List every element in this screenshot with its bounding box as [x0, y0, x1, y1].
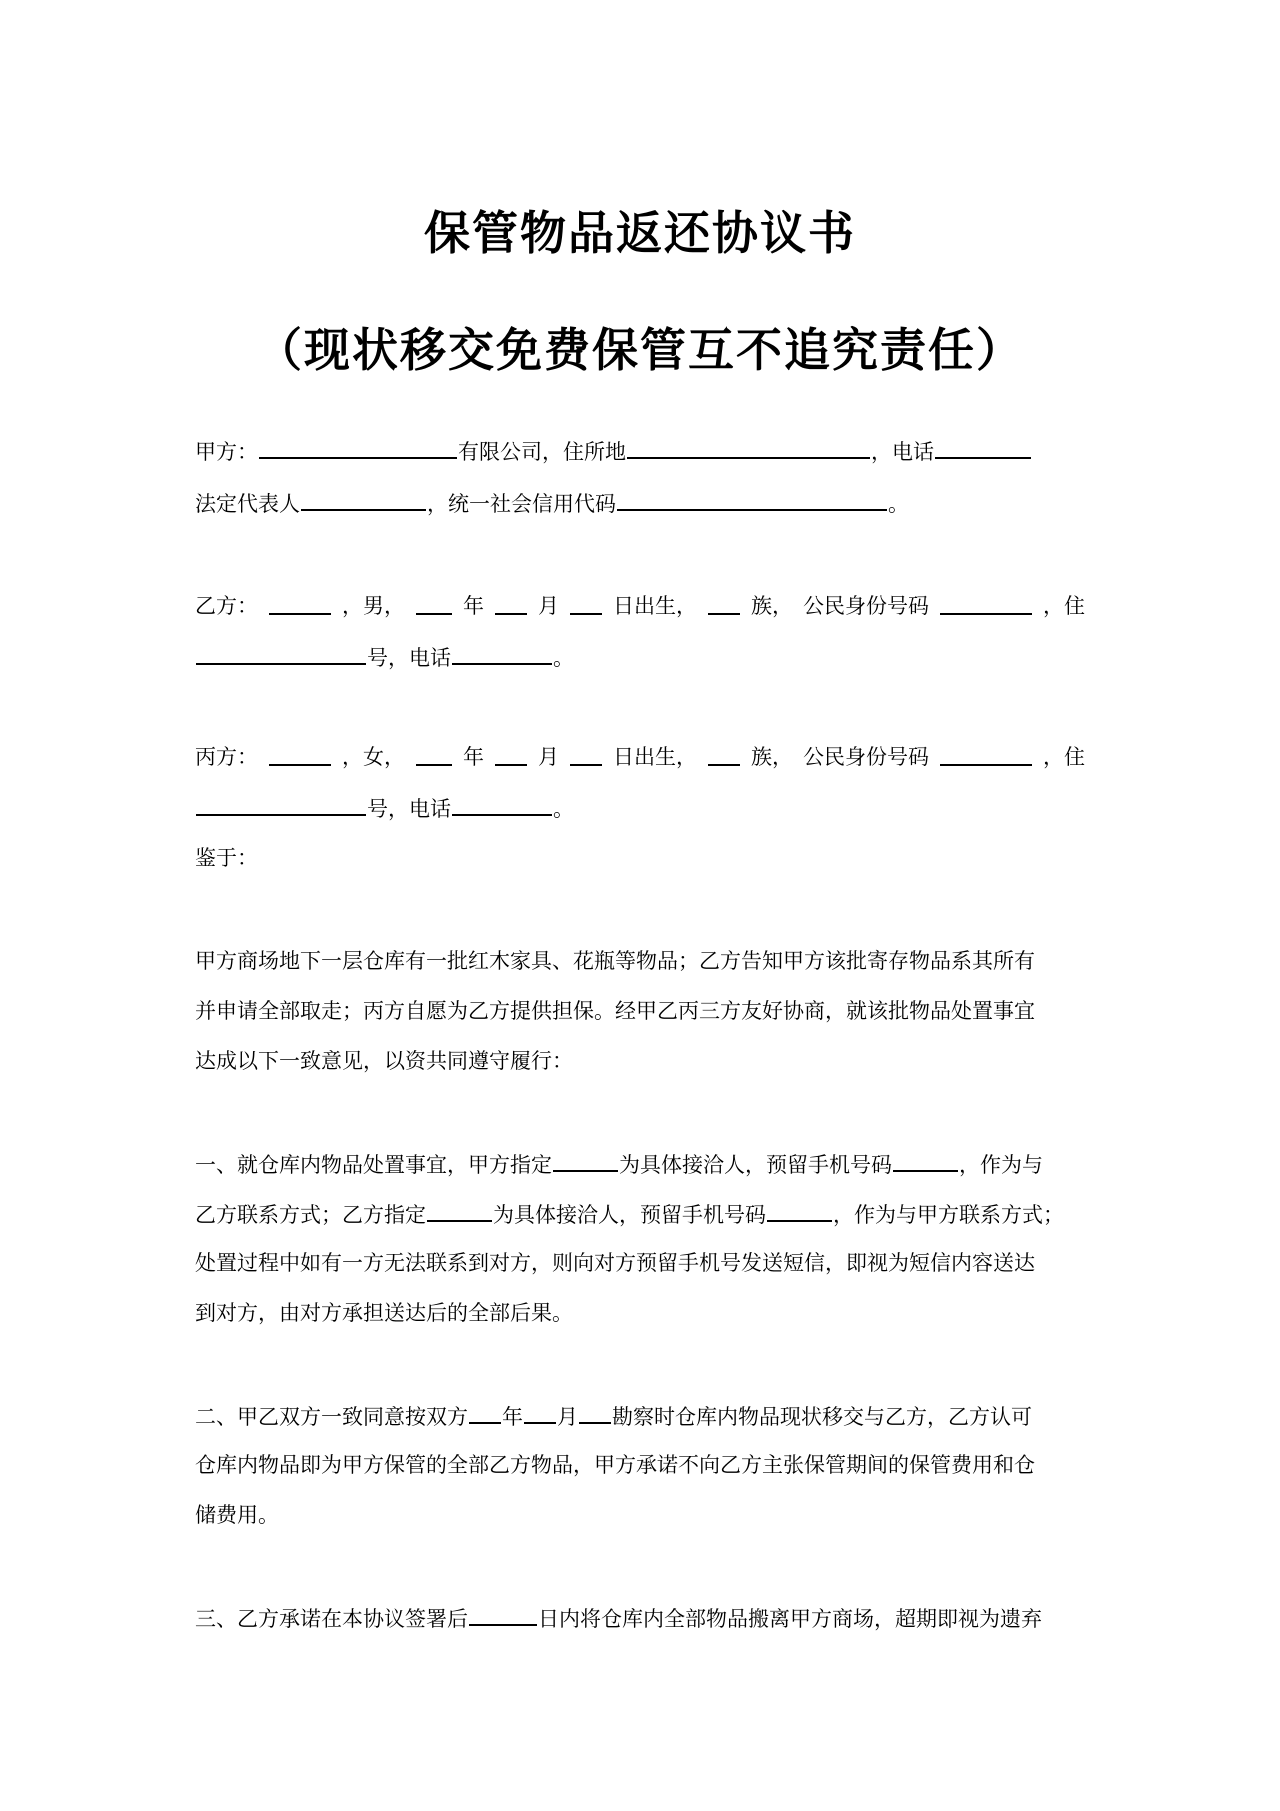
ethnic-label: 族，	[751, 594, 793, 618]
party-b-line-2	[195, 643, 1085, 671]
recital-line-1: 甲方商场地下一层仓库有一批红木家具、花瓶等物品；乙方告知甲方该批寄存物品系其所有	[195, 949, 1035, 973]
party-b-contact-blank[interactable]	[427, 1200, 492, 1222]
phone-blank[interactable]	[935, 437, 1031, 459]
recital-line-3: 达成以下一致意见，以资共同遵守履行：	[195, 1049, 573, 1073]
month-label: 月	[557, 1405, 578, 1429]
clause-2-line-2: 仓库内物品即为甲方保管的全部乙方物品，甲方承诺不向乙方主张保管期间的保管费用和仓	[195, 1453, 1035, 1477]
legal-rep-label: 法定代表人	[195, 492, 300, 516]
party-c-address-blank[interactable]	[196, 794, 366, 816]
party-c-label: 丙方：	[195, 745, 258, 769]
clause-1-text-a: 一、就仓库内物品处置事宜，甲方指定	[195, 1153, 552, 1177]
month-label: 月	[538, 594, 559, 618]
party-c-line-2	[195, 794, 1085, 822]
number-phone-label: 号，电话	[367, 646, 451, 670]
party-c-year-blank[interactable]	[416, 744, 452, 766]
party-b-id-blank[interactable]	[940, 593, 1032, 615]
year-label: 年	[502, 1405, 523, 1429]
phone-label: ，电话	[871, 440, 934, 464]
survey-year-blank[interactable]	[469, 1402, 501, 1424]
company-name-blank[interactable]	[259, 437, 457, 459]
clause-1-text-c: ，作为与	[959, 1153, 1043, 1177]
month-label: 月	[538, 745, 559, 769]
address-label: ，住	[1043, 745, 1085, 769]
party-b-mobile-blank[interactable]	[767, 1200, 832, 1222]
id-label: 公民身份号码	[803, 745, 929, 769]
end-mark: 。	[553, 797, 574, 821]
clause-2-text-b: 勘察时仓库内物品现状移交与乙方，乙方认可	[612, 1405, 1032, 1429]
party-c-name-blank[interactable]	[269, 744, 331, 766]
party-b-ethnic-blank[interactable]	[708, 593, 740, 615]
ethnic-label: 族，	[751, 745, 793, 769]
document-title: 保管物品返还协议书	[424, 206, 856, 260]
address-label: ，住	[1043, 594, 1085, 618]
party-b-label: 乙方：	[195, 594, 258, 618]
party-b-year-blank[interactable]	[416, 593, 452, 615]
year-label: 年	[463, 594, 484, 618]
party-b-month-blank[interactable]	[495, 593, 527, 615]
party-c-month-blank[interactable]	[495, 744, 527, 766]
year-label: 年	[463, 745, 484, 769]
clause-3-line-1	[195, 1604, 1085, 1632]
clause-2-line-1	[195, 1402, 1085, 1430]
party-a-line-1	[195, 437, 1085, 465]
end-mark: 。	[553, 646, 574, 670]
address-blank[interactable]	[627, 437, 870, 459]
clause-1-line-2	[195, 1200, 1085, 1228]
company-suffix: 有限公司，住所地	[458, 440, 626, 464]
party-c-day-blank[interactable]	[570, 744, 602, 766]
party-b-day-blank[interactable]	[570, 593, 602, 615]
party-b-line-1	[195, 593, 1085, 619]
party-b-gender: ，男，	[342, 594, 405, 618]
number-phone-label: 号，电话	[367, 797, 451, 821]
born-label: 日出生，	[613, 594, 697, 618]
recital-line-2: 并申请全部取走；丙方自愿为乙方提供担保。经甲乙丙三方友好协商，就该批物品处置事宜	[195, 999, 1035, 1023]
party-a-line-2	[195, 489, 1085, 517]
clause-2-line-3: 储费用。	[195, 1503, 279, 1527]
clause-1-line-3: 处置过程中如有一方无法联系到对方，则向对方预留手机号发送短信，即视为短信内容送达	[195, 1251, 1035, 1275]
clause-2-text-a: 二、甲乙双方一致同意按双方	[195, 1405, 468, 1429]
party-a-label: 甲方：	[195, 440, 258, 464]
party-a-mobile-blank[interactable]	[893, 1150, 958, 1172]
clause-3-text-b: 日内将仓库内全部物品搬离甲方商场，超期即视为遗弃	[538, 1607, 1042, 1631]
party-a-contact-blank[interactable]	[553, 1150, 618, 1172]
party-c-ethnic-blank[interactable]	[708, 744, 740, 766]
clause-1-line2-text-c: ，作为与甲方联系方式；	[833, 1203, 1064, 1227]
party-c-line-1	[195, 744, 1085, 770]
clause-1-text-b: 为具体接洽人，预留手机号码	[619, 1153, 892, 1177]
credit-code-blank[interactable]	[617, 489, 887, 511]
survey-month-blank[interactable]	[524, 1402, 556, 1424]
party-c-phone-blank[interactable]	[452, 794, 552, 816]
removal-days-blank[interactable]	[469, 1604, 537, 1626]
clause-1-line2-text-b: 为具体接洽人，预留手机号码	[493, 1203, 766, 1227]
whereas-label: 鉴于：	[195, 846, 258, 870]
party-b-address-blank[interactable]	[196, 643, 366, 665]
clause-1-line2-text-a: 乙方联系方式；乙方指定	[195, 1203, 426, 1227]
party-c-id-blank[interactable]	[940, 744, 1032, 766]
party-b-phone-blank[interactable]	[452, 643, 552, 665]
clause-3-text-a: 三、乙方承诺在本协议签署后	[195, 1607, 468, 1631]
clause-1-line-4: 到对方，由对方承担送达后的全部后果。	[195, 1301, 573, 1325]
party-c-gender: ，女，	[342, 745, 405, 769]
legal-rep-blank[interactable]	[301, 489, 426, 511]
born-label: 日出生，	[613, 745, 697, 769]
survey-day-blank[interactable]	[579, 1402, 611, 1424]
id-label: 公民身份号码	[803, 594, 929, 618]
clause-1-line-1	[195, 1150, 1085, 1178]
credit-code-label: ，统一社会信用代码	[427, 492, 616, 516]
party-b-name-blank[interactable]	[269, 593, 331, 615]
end-mark: 。	[888, 492, 909, 516]
document-subtitle: （现状移交免费保管互不追究责任）	[256, 323, 1024, 377]
